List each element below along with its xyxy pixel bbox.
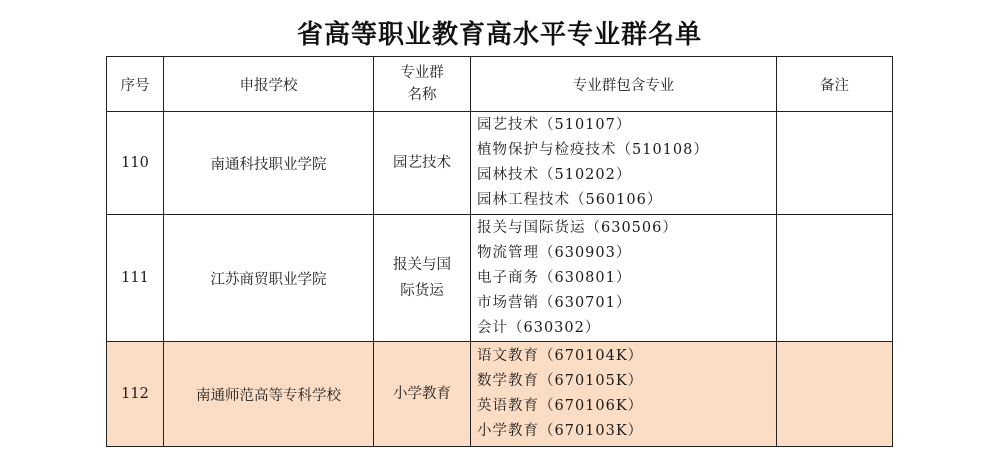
cell-group-name xyxy=(374,342,471,447)
cell-majors xyxy=(471,342,777,447)
cell-group-name xyxy=(374,112,471,215)
header-group-name xyxy=(374,57,471,112)
header-majors: 专业群包含专业 xyxy=(471,57,777,112)
cell-seq: 112 xyxy=(107,342,164,447)
major-item: 植物保护与检疫技术（510108） xyxy=(477,142,709,158)
major-item: 园林技术（510202） xyxy=(477,167,632,183)
header-group-name-line2: 名称 xyxy=(407,87,437,103)
major-item: 小学教育（670103K） xyxy=(477,423,644,439)
major-item: 报关与国际货运（630506） xyxy=(477,219,678,236)
cell-school: 南通科技职业学院 xyxy=(164,112,374,215)
major-item: 市场营销（630701） xyxy=(477,294,632,311)
major-item: 会计（630302） xyxy=(477,319,601,336)
table-row xyxy=(107,215,893,342)
group-name-line: 小学教育 xyxy=(393,386,451,402)
cell-remarks xyxy=(777,342,893,447)
cell-group-name xyxy=(374,215,471,342)
table-row-highlighted xyxy=(107,342,893,447)
major-item: 语文教育（670104K） xyxy=(477,348,644,364)
major-item: 英语教育（670106K） xyxy=(477,398,644,414)
group-name-line: 际货运 xyxy=(400,283,444,299)
table-header-row xyxy=(107,57,893,112)
major-item: 园艺技术（510107） xyxy=(477,117,632,133)
cell-seq: 111 xyxy=(107,215,164,342)
cell-school: 江苏商贸职业学院 xyxy=(164,215,374,342)
cell-remarks xyxy=(777,112,893,215)
header-group-name-line1: 专业群 xyxy=(400,65,444,81)
page-title: 省高等职业教育高水平专业群名单 xyxy=(296,20,702,50)
specialty-group-table xyxy=(106,56,893,447)
cell-remarks xyxy=(777,215,893,342)
header-school: 申报学校 xyxy=(164,57,374,112)
header-seq: 序号 xyxy=(107,57,164,112)
major-item: 物流管理（630903） xyxy=(477,244,632,261)
header-remarks: 备注 xyxy=(777,57,893,112)
cell-majors xyxy=(471,215,777,342)
major-item: 数学教育（670105K） xyxy=(477,373,644,389)
cell-seq: 110 xyxy=(107,112,164,215)
major-item: 电子商务（630801） xyxy=(477,269,632,286)
table-row xyxy=(107,112,893,215)
group-name-line: 园艺技术 xyxy=(393,155,451,171)
major-item: 园林工程技术（560106） xyxy=(477,192,663,208)
cell-majors xyxy=(471,112,777,215)
group-name-line: 报关与国 xyxy=(393,257,451,273)
cell-school: 南通师范高等专科学校 xyxy=(164,342,374,447)
